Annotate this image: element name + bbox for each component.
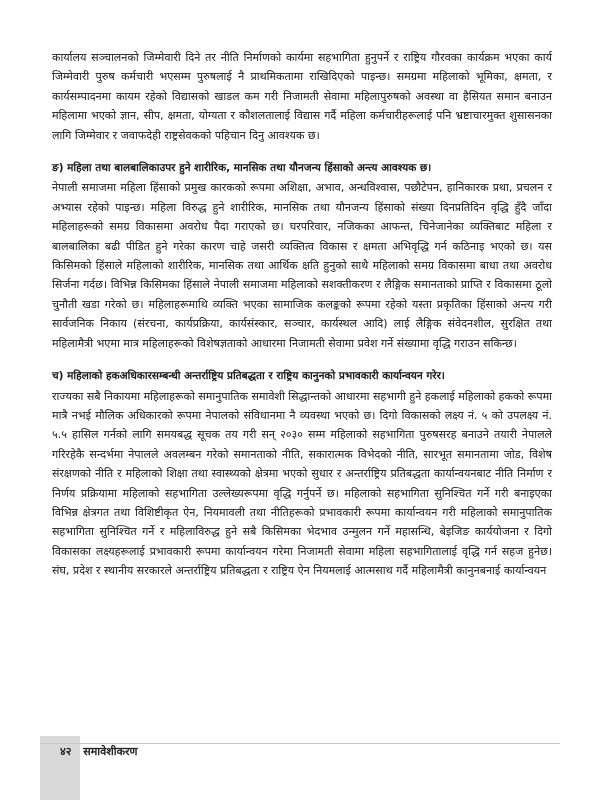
page-footer bbox=[60, 743, 146, 761]
section-heading-nga: ङ) महिला तथा बालबालिकाउपर हुने शारीरिक, मानसिक तथा यौनजन्य हिंसाको अन्त्य आवश्यक छ। bbox=[52, 162, 432, 175]
paragraph-violence: नेपाली समाजमा महिला हिंसाको प्रमुख कारकको रूपमा अशिक्षा, अभाव, अन्धविश्वास, पछौटेपन, हानिकारक प्रथा, प्रचलन र अभ्यास रहेको पाइन्छ। महिला विरुद्ध हुने शारीरिक, मानसिक तथा यौनजन्य हिंसाको संख्या दिनप्रतिदिन वृद्धि हुँदै जाँदा महिलाहरूको समग्र विकासमा अवरोध पैदा गराएको छ। घरपरिवार, नजिकका आफन्त, चिनेजानेका व्यक्तिबाट महिला र बालबालिका बढी पीडित हुने गरेका कारण चाहे जसरी व्यक्तित्व विकास र क्षमता अभिवृद्धि गर्न कठिनाइ भएको छ। यस किसिमको हिंसाले महिलाको शारीरिक, मानसिक तथा आर्थिक क्षति हुनुको साथै महिलाको समग्र विकासमा बाधा तथा अवरोध सिर्जना गर्दछ। विभिन्न किसिमका हिंसाले नेपाली समाजमा महिलाको सशक्तीकरण र लैङ्गिक समानताको प्राप्ति र विकासमा ठूलो चुनौती खडा गरेको छ। महिलाहरूमाथि व्यक्ति भएका सामाजिक कलङ्कको रूपमा रहेको यस्ता प्रकृतिका हिंसाको अन्त्य गरी सार्वजनिक निकाय (संरचना, कार्यप्रक्रिया, कार्यसंस्कार, सञ्चार, कार्यस्थल आदि) लाई लैङ्गिक संवेदनशील, सुरक्षित तथा महिलामैत्री भएमा मात्र महिलाहरूको विशेषज्ञताको आधारमा निजामती सेवामा प्रवेश गर्ने संख्यामा वृद्धि गराउन सकिन्छ। bbox=[52, 181, 552, 350]
page-content bbox=[52, 48, 552, 581]
section-heading-cha: च) महिलाको हकअधिकारसम्बन्धी अन्तर्राष्ट्रिय प्रतिबद्धता र राष्ट्रिय कानुनको प्रभावकारी कार्यान्वयन गरेर। bbox=[52, 370, 445, 383]
footer-label: समावेशीकरण bbox=[83, 745, 138, 758]
page-number: ४२ bbox=[60, 745, 72, 758]
paragraph-intro: कार्यालय सञ्चालनको जिम्मेवारी दिने तर नीति निर्माणको कार्यमा सहभागिता हुनुपर्ने र राष्ट्रिय गौरवका कार्यक्रम भएका कार्य जिम्मेवारी पुरुष कर्मचारी भएसम्म पुरुषलाई नै प्राथमिकतामा राखिदिएको पाइन्छ। समग्रमा महिलाको भूमिका, क्षमता, र कार्यसम्पादनमा कायम रहेको विद्यासको खाडल कम गरी निजामती सेवामा महिलापुरुषको अवस्था वा हैसियत समान बनाउन महिलामा भएको ज्ञान, सीप, क्षमता, योग्यता र कौशलतालाई विद्यास गर्दै महिला कर्मचारीहरूलाई पनि भ्रष्टाचारमुक्त शुसासनका लागि जिम्मेवार र जवाफदेही राष्ट्रसेवकको पहिचान दिनु आवश्यक छ। bbox=[52, 51, 552, 142]
paragraph-rights: राज्यका सबै निकायमा महिलाहरूको समानुपातिक समावेशी सिद्धान्तको आधारमा सहभागी हुने हकलाई महिलाको हकको रूपमा मात्रै नभई मौलिक अधिकारको रूपमा नेपालको संविधानमा नै व्यवस्था भएको छ। दिगो विकासको लक्ष्य नं. ५ को उपलक्ष्य नं. ५.५ हासिल गर्नको लागि समयबद्ध सूचक तय गरी सन् २०३० सम्म महिलाको सहभागिता पुरुषसरह बनाउने तयारी नेपालले गरिरहेकै सन्दर्भमा नेपालले अवलम्बन गरेको समानताको नीति, सकारात्मक विभेदको नीति, सारभूत समानतामा जोड, विशेष संरक्षणको नीति र महिलाको शिक्षा तथा स्वास्थ्यको क्षेत्रमा भएको सुधार र अन्तर्राष्ट्रिय प्रतिबद्धता कार्यान्वयनबाट नीति निर्माण र निर्णय प्रक्रियामा महिलाको सहभागिता उल्लेख्यरूपमा वृद्धि गर्नुपर्ने छ। महिलाको सहभागिता सुनिश्चित गर्ने गरी बनाइएका विभिन्न क्षेत्रगत तथा विशिष्टीकृत ऐन, नियमावली तथा नीतिहरूको प्रभावकारी रूपमा कार्यान्वयन गरी महिलाको समानुपातिक सहभागिता सुनिश्चित गर्ने र महिलाविरुद्ध हुने सबै किसिमका भेदभाव उन्मुलन गर्ने महासन्धि, बेइजिङ कार्ययोजना र दिगो विकासका लक्ष्यहरूलाई प्रभावकारी रूपमा कार्यान्वयन गरेमा निजामती सेवामा महिला सहभागितालाई वृद्धि गर्न सहज हुनेछ। संघ, प्रदेश र स्थानीय सरकारले अन्तर्राष्ट्रिय प्रतिबद्धता र राष्ट्रिय ऐन नियमलाई आत्मसाथ गर्दै महिलामैत्री कानुनबनाई कार्यान्वयन bbox=[52, 389, 552, 578]
